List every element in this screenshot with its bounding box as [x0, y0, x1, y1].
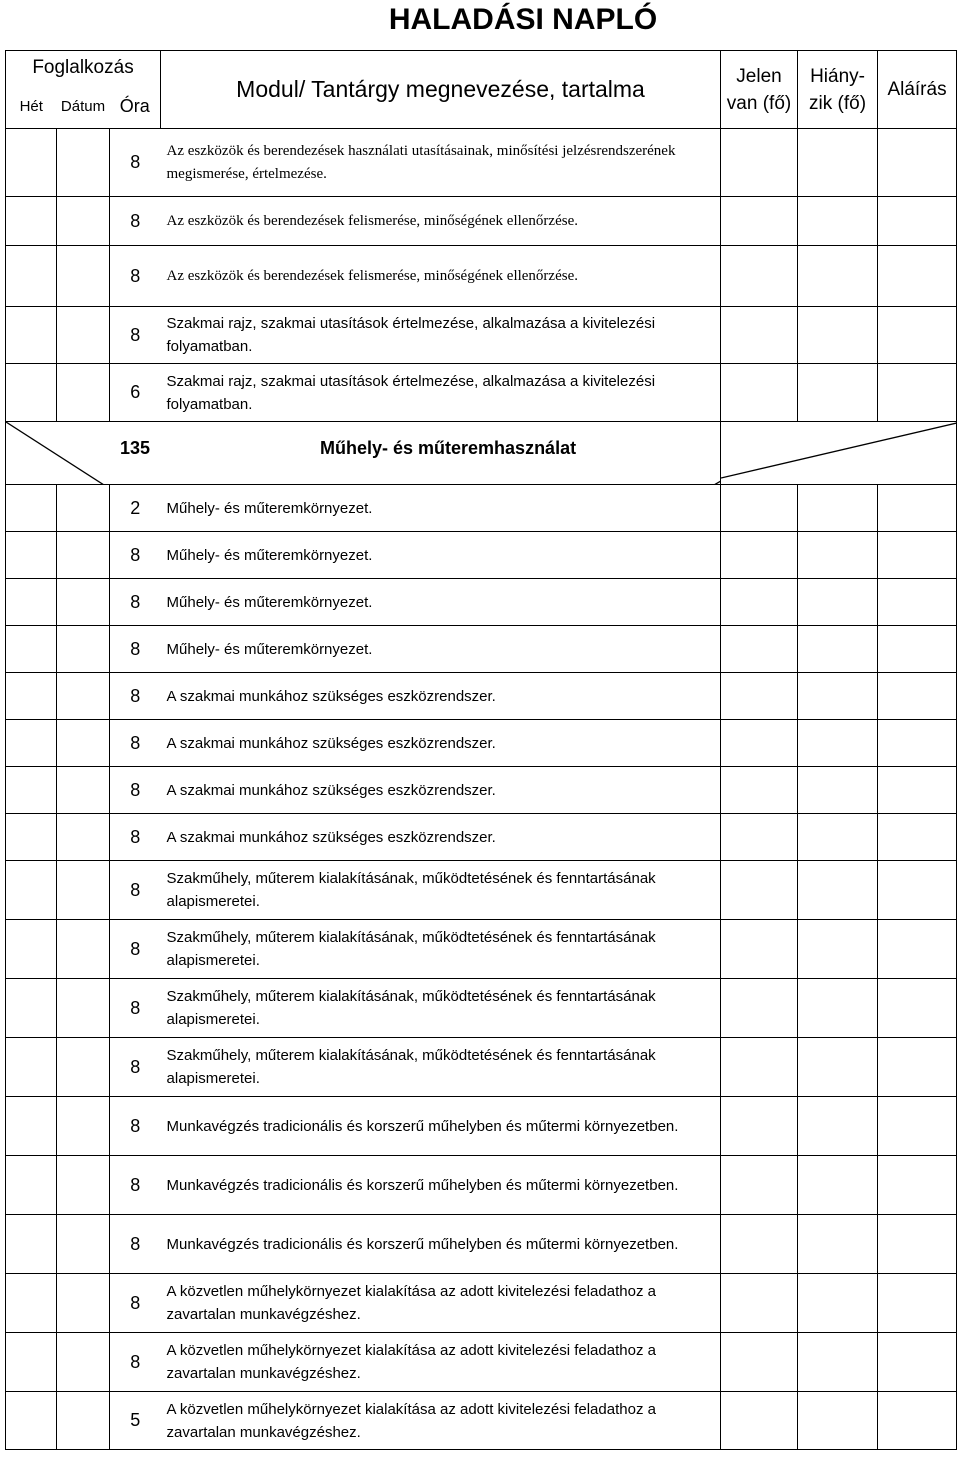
modul-description-cell: Munkavégzés tradicionális és korszerű műhelyben és műtermi környezetben. [161, 1097, 721, 1156]
section-header-right [721, 422, 957, 485]
het-cell[interactable] [6, 246, 57, 307]
header-jelen-line2: van (fő) [726, 92, 792, 114]
header-foglalkozas: Foglalkozás [6, 51, 161, 85]
datum-cell[interactable] [57, 1215, 110, 1274]
table-row [6, 197, 957, 246]
jelen-cell[interactable] [721, 1392, 798, 1450]
modul-description-cell: A szakmai munkához szükséges eszközrendszer. [161, 814, 721, 861]
jelen-cell[interactable] [721, 485, 798, 532]
ora-cell: 8 [110, 861, 161, 920]
alairas-cell[interactable] [878, 1392, 957, 1450]
jelen-cell[interactable] [721, 129, 798, 197]
hiany-cell[interactable] [798, 979, 878, 1038]
ora-cell: 6 [110, 364, 161, 422]
section-title: Műhely- és műteremhasználat [320, 438, 577, 458]
jelen-cell[interactable] [721, 861, 798, 920]
modul-description-cell: A közvetlen műhelykörnyezet kialakítása az adott kivitelezési feladathoz a zavartalan munkavégzéshez. [161, 1274, 721, 1333]
alairas-cell[interactable] [878, 920, 957, 979]
het-cell[interactable] [6, 307, 57, 364]
table-row [6, 720, 957, 767]
alairas-cell[interactable] [878, 579, 957, 626]
datum-cell[interactable] [57, 1333, 110, 1392]
table-row [6, 861, 957, 920]
header-hiany-line2: zik (fő) [809, 92, 867, 114]
table-row [6, 1038, 957, 1097]
alairas-cell[interactable] [878, 673, 957, 720]
rows-after-section [6, 485, 957, 1450]
ora-cell: 8 [110, 1156, 161, 1215]
ora-cell: 8 [110, 1274, 161, 1333]
modul-description-cell: A szakmai munkához szükséges eszközrendszer. [161, 720, 721, 767]
het-cell[interactable] [6, 129, 57, 197]
alairas-cell[interactable] [878, 1333, 957, 1392]
modul-description-cell: Műhely- és műteremkörnyezet. [161, 532, 721, 579]
alairas-cell[interactable] [878, 720, 957, 767]
header-jelen [721, 51, 798, 129]
ora-cell: 8 [110, 1038, 161, 1097]
ora-cell: 8 [110, 720, 161, 767]
jelen-cell[interactable] [721, 626, 798, 673]
datum-cell[interactable] [57, 197, 110, 246]
header-hiany [798, 51, 878, 129]
table-row [6, 579, 957, 626]
het-cell[interactable] [6, 1156, 57, 1215]
hiany-cell[interactable] [798, 1038, 878, 1097]
jelen-cell[interactable] [721, 532, 798, 579]
datum-cell[interactable] [57, 626, 110, 673]
het-cell[interactable] [6, 579, 57, 626]
het-cell[interactable] [6, 1215, 57, 1274]
modul-description-cell: A közvetlen műhelykörnyezet kialakítása az adott kivitelezési feladathoz a zavartalan munkavégzéshez. [161, 1392, 721, 1450]
ora-cell: 8 [110, 197, 161, 246]
table-row [6, 920, 957, 979]
hiany-cell[interactable] [798, 861, 878, 920]
alairas-cell[interactable] [878, 1038, 957, 1097]
datum-cell[interactable] [57, 532, 110, 579]
header-hiany-line1: Hiány- [810, 65, 865, 87]
alairas-cell[interactable] [878, 197, 957, 246]
datum-cell[interactable] [57, 1156, 110, 1215]
datum-cell[interactable] [57, 767, 110, 814]
datum-cell[interactable] [57, 1392, 110, 1450]
ora-cell: 8 [110, 920, 161, 979]
hiany-cell[interactable] [798, 720, 878, 767]
ora-cell: 8 [110, 246, 161, 307]
modul-description-cell: Műhely- és műteremkörnyezet. [161, 579, 721, 626]
datum-cell[interactable] [57, 861, 110, 920]
progress-log-table [5, 50, 957, 1450]
datum-cell[interactable] [57, 1038, 110, 1097]
hiany-cell[interactable] [798, 1097, 878, 1156]
jelen-cell[interactable] [721, 1333, 798, 1392]
het-cell[interactable] [6, 1097, 57, 1156]
modul-description-cell: A szakmai munkához szükséges eszközrendszer. [161, 767, 721, 814]
het-cell[interactable] [6, 1333, 57, 1392]
het-cell[interactable] [6, 364, 57, 422]
jelen-cell[interactable] [721, 767, 798, 814]
jelen-cell[interactable] [721, 720, 798, 767]
table-row [6, 814, 957, 861]
het-cell[interactable] [6, 1038, 57, 1097]
header-jelen-line1: Jelen [736, 65, 782, 87]
modul-description-cell: Szakmai rajz, szakmai utasítások értelmezése, alkalmazása a kivitelezési folyamatban. [161, 307, 721, 364]
header-alairas: Aláírás [878, 51, 957, 129]
modul-description-cell: Munkavégzés tradicionális és korszerű műhelyben és műtermi környezetben. [161, 1215, 721, 1274]
datum-cell[interactable] [57, 1097, 110, 1156]
ora-cell: 8 [110, 1333, 161, 1392]
het-cell[interactable] [6, 1274, 57, 1333]
hiany-cell[interactable] [798, 307, 878, 364]
hiany-cell[interactable] [798, 767, 878, 814]
modul-description-cell: A szakmai munkához szükséges eszközrendszer. [161, 673, 721, 720]
ora-cell: 8 [110, 579, 161, 626]
jelen-cell[interactable] [721, 364, 798, 422]
table-row [6, 979, 957, 1038]
modul-description-cell: Szakműhely, műterem kialakításának, működtetésének és fenntartásának alapismeretei. [161, 861, 721, 920]
hiany-cell[interactable] [798, 1392, 878, 1450]
alairas-cell[interactable] [878, 1274, 957, 1333]
modul-description-cell: Műhely- és műteremkörnyezet. [161, 626, 721, 673]
hiany-cell[interactable] [798, 129, 878, 197]
het-cell[interactable] [6, 673, 57, 720]
datum-cell[interactable] [57, 673, 110, 720]
jelen-cell[interactable] [721, 307, 798, 364]
modul-description-cell: Szakmai rajz, szakmai utasítások értelmezése, alkalmazása a kivitelezési folyamatban. [161, 364, 721, 422]
rows-before-section [6, 129, 957, 422]
alairas-cell[interactable] [878, 246, 957, 307]
alairas-cell[interactable] [878, 532, 957, 579]
datum-cell[interactable] [57, 579, 110, 626]
het-cell[interactable] [6, 532, 57, 579]
datum-cell[interactable] [57, 1274, 110, 1333]
table-row [6, 1333, 957, 1392]
modul-description-cell: Szakműhely, műterem kialakításának, működtetésének és fenntartásának alapismeretei. [161, 920, 721, 979]
header-datum: Dátum [57, 84, 110, 129]
hiany-cell[interactable] [798, 814, 878, 861]
alairas-cell[interactable] [878, 364, 957, 422]
modul-description-cell: A közvetlen műhelykörnyezet kialakítása az adott kivitelezési feladathoz a zavartalan munkavégzéshez. [161, 1333, 721, 1392]
table-row [6, 485, 957, 532]
modul-description-cell: Az eszközök és berendezések felismerése, minőségének ellenőrzése. [161, 246, 721, 307]
table-row [6, 246, 957, 307]
table-row [6, 532, 957, 579]
header-het: Hét [6, 84, 57, 129]
het-cell[interactable] [6, 861, 57, 920]
page-title: HALADÁSI NAPLÓ [388, 3, 658, 36]
hiany-cell[interactable] [798, 1333, 878, 1392]
het-cell[interactable] [6, 767, 57, 814]
jelen-cell[interactable] [721, 1274, 798, 1333]
jelen-cell[interactable] [721, 1038, 798, 1097]
het-cell[interactable] [6, 920, 57, 979]
section-diagonal-line-right [721, 422, 957, 485]
hiany-cell[interactable] [798, 485, 878, 532]
header-modul: Modul/ Tantárgy megnevezése, tartalma [161, 51, 721, 129]
het-cell[interactable] [6, 814, 57, 861]
table-row [6, 673, 957, 720]
section-row-group [6, 422, 957, 485]
alairas-cell[interactable] [878, 1215, 957, 1274]
datum-cell[interactable] [57, 814, 110, 861]
ora-cell: 8 [110, 1215, 161, 1274]
jelen-cell[interactable] [721, 814, 798, 861]
ora-cell: 8 [110, 626, 161, 673]
alairas-cell[interactable] [878, 814, 957, 861]
modul-description-cell: Szakműhely, műterem kialakításának, működtetésének és fenntartásának alapismeretei. [161, 1038, 721, 1097]
section-header [6, 422, 721, 485]
section-hours: 135 [120, 438, 151, 458]
hiany-cell[interactable] [798, 364, 878, 422]
table-row [6, 626, 957, 673]
datum-cell[interactable] [57, 920, 110, 979]
hiany-cell[interactable] [798, 920, 878, 979]
ora-cell: 8 [110, 979, 161, 1038]
alairas-cell[interactable] [878, 307, 957, 364]
hiany-cell[interactable] [798, 1274, 878, 1333]
alairas-cell[interactable] [878, 129, 957, 197]
hiany-cell[interactable] [798, 1156, 878, 1215]
jelen-cell[interactable] [721, 979, 798, 1038]
alairas-cell[interactable] [878, 767, 957, 814]
datum-cell[interactable] [57, 307, 110, 364]
hiany-cell[interactable] [798, 197, 878, 246]
table-row [6, 1215, 957, 1274]
het-cell[interactable] [6, 720, 57, 767]
jelen-cell[interactable] [721, 673, 798, 720]
table-row [6, 364, 957, 422]
datum-cell[interactable] [57, 246, 110, 307]
het-cell[interactable] [6, 197, 57, 246]
table-row [6, 1392, 957, 1450]
table-row [6, 1156, 957, 1215]
modul-description-cell: Az eszközök és berendezések felismerése, minőségének ellenőrzése. [161, 197, 721, 246]
ora-cell: 2 [110, 485, 161, 532]
het-cell[interactable] [6, 1392, 57, 1450]
jelen-cell[interactable] [721, 246, 798, 307]
datum-cell[interactable] [57, 129, 110, 197]
jelen-cell[interactable] [721, 920, 798, 979]
het-cell[interactable] [6, 485, 57, 532]
jelen-cell[interactable] [721, 197, 798, 246]
jelen-cell[interactable] [721, 1097, 798, 1156]
ora-cell: 5 [110, 1392, 161, 1450]
alairas-cell[interactable] [878, 485, 957, 532]
modul-description-cell: Műhely- és műteremkörnyezet. [161, 485, 721, 532]
hiany-cell[interactable] [798, 673, 878, 720]
ora-cell: 8 [110, 532, 161, 579]
table-row [6, 129, 957, 197]
het-cell[interactable] [6, 626, 57, 673]
hiany-cell[interactable] [798, 626, 878, 673]
table-row [6, 307, 957, 364]
ora-cell: 8 [110, 767, 161, 814]
datum-cell[interactable] [57, 720, 110, 767]
table-row [6, 767, 957, 814]
hiany-cell[interactable] [798, 532, 878, 579]
ora-cell: 8 [110, 673, 161, 720]
table-row [6, 1274, 957, 1333]
datum-cell[interactable] [57, 364, 110, 422]
ora-cell: 8 [110, 307, 161, 364]
jelen-cell[interactable] [721, 1215, 798, 1274]
table-row [6, 1097, 957, 1156]
modul-description-cell: Munkavégzés tradicionális és korszerű műhelyben és műtermi környezetben. [161, 1156, 721, 1215]
ora-cell: 8 [110, 129, 161, 197]
hiany-cell[interactable] [798, 1215, 878, 1274]
ora-cell: 8 [110, 814, 161, 861]
alairas-cell[interactable] [878, 1097, 957, 1156]
modul-description-cell: Szakműhely, műterem kialakításának, működtetésének és fenntartásának alapismeretei. [161, 979, 721, 1038]
header-ora: Óra [110, 84, 161, 129]
ora-cell: 8 [110, 1097, 161, 1156]
alairas-cell[interactable] [878, 1156, 957, 1215]
jelen-cell[interactable] [721, 579, 798, 626]
jelen-cell[interactable] [721, 1156, 798, 1215]
alairas-cell[interactable] [878, 861, 957, 920]
alairas-cell[interactable] [878, 626, 957, 673]
het-cell[interactable] [6, 979, 57, 1038]
modul-description-cell: Az eszközök és berendezések használati utasításainak, minősítési jelzésrendszerének megismerése, értelmezése. [161, 129, 721, 197]
datum-cell[interactable] [57, 979, 110, 1038]
hiany-cell[interactable] [798, 246, 878, 307]
datum-cell[interactable] [57, 485, 110, 532]
hiany-cell[interactable] [798, 579, 878, 626]
alairas-cell[interactable] [878, 979, 957, 1038]
